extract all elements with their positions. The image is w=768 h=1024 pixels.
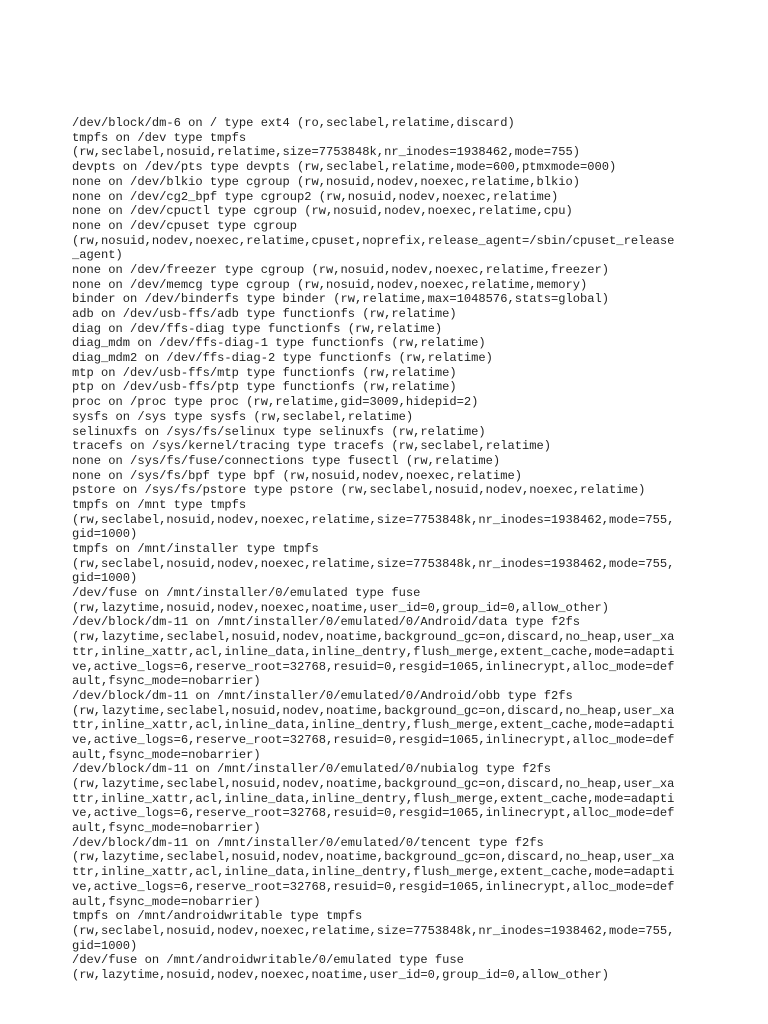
output-line: none on /sys/fs/fuse/connections type fusectl (rw,relatime) (72, 453, 501, 468)
output-line: ve,active_logs=6,reserve_root=32768,resuid=0,resgid=1065,inlinecrypt,alloc_mode=def (72, 732, 675, 747)
output-line: ttr,inline_xattr,acl,inline_data,inline_dentry,flush_merge,extent_cache,mode=adapti (72, 718, 675, 733)
output-line: _agent) (72, 248, 123, 263)
output-line: none on /sys/fs/bpf type bpf (rw,nosuid,nodev,noexec,relatime) (72, 468, 522, 483)
output-line: none on /dev/memcg type cgroup (rw,nosuid,nodev,noexec,relatime,memory) (72, 277, 588, 292)
output-line: (rw,seclabel,nosuid,nodev,noexec,relatime,size=7753848k,nr_inodes=1938462,mode=755, (72, 556, 675, 571)
output-line: ve,active_logs=6,reserve_root=32768,resuid=0,resgid=1065,inlinecrypt,alloc_mode=def (72, 806, 675, 821)
output-line: ault,fsync_mode=nobarrier) (72, 747, 261, 762)
output-line: tracefs on /sys/kernel/tracing type tracefs (rw,seclabel,relatime) (72, 439, 551, 454)
output-line: ault,fsync_mode=nobarrier) (72, 894, 261, 909)
output-line: selinuxfs on /sys/fs/selinux type selinuxfs (rw,relatime) (72, 424, 486, 439)
output-line: proc on /proc type proc (rw,relatime,gid=3009,hidepid=2) (72, 395, 479, 410)
output-line: ttr,inline_xattr,acl,inline_data,inline_dentry,flush_merge,extent_cache,mode=adapti (72, 791, 675, 806)
output-line: mtp on /dev/usb-ffs/mtp type functionfs (rw,relatime) (72, 365, 457, 380)
output-line: none on /dev/blkio type cgroup (rw,nosuid,nodev,noexec,relatime,blkio) (72, 174, 581, 189)
output-line: (rw,lazytime,seclabel,nosuid,nodev,noatime,background_gc=on,discard,no_heap,user_xa (72, 703, 675, 718)
output-line: /dev/block/dm-6 on / type ext4 (ro,seclabel,relatime,discard) (72, 116, 515, 131)
output-line: ault,fsync_mode=nobarrier) (72, 821, 261, 836)
output-line: tmpfs on /mnt type tmpfs (72, 497, 247, 512)
output-line: none on /dev/cpuset type cgroup (72, 218, 297, 233)
output-line: (rw,lazytime,nosuid,nodev,noexec,noatime,user_id=0,group_id=0,allow_other) (72, 600, 610, 615)
output-line: pstore on /sys/fs/pstore type pstore (rw,seclabel,nosuid,nodev,noexec,relatime) (72, 483, 646, 498)
output-line: ttr,inline_xattr,acl,inline_data,inline_dentry,flush_merge,extent_cache,mode=adapti (72, 644, 675, 659)
output-line: (rw,seclabel,nosuid,nodev,noexec,relatime,size=7753848k,nr_inodes=1938462,mode=755, (72, 512, 675, 527)
output-line: (rw,lazytime,seclabel,nosuid,nodev,noatime,background_gc=on,discard,no_heap,user_xa (72, 630, 675, 645)
output-line: (rw,lazytime,nosuid,nodev,noexec,noatime,user_id=0,group_id=0,allow_other) (72, 967, 610, 982)
output-line: (rw,nosuid,nodev,noexec,relatime,cpuset,noprefix,release_agent=/sbin/cpuset_release (72, 233, 675, 248)
output-line: ptp on /dev/usb-ffs/ptp type functionfs (rw,relatime) (72, 380, 457, 395)
output-line: sysfs on /sys type sysfs (rw,seclabel,relatime) (72, 409, 414, 424)
output-line: (rw,seclabel,nosuid,relatime,size=7753848k,nr_inodes=1938462,mode=755) (72, 145, 581, 160)
output-line: gid=1000) (72, 527, 138, 542)
output-line: /dev/block/dm-11 on /mnt/installer/0/emulated/0/Android/data type f2fs (72, 615, 581, 630)
output-line: /dev/block/dm-11 on /mnt/installer/0/emulated/0/Android/obb type f2fs (72, 688, 573, 703)
output-line: ttr,inline_xattr,acl,inline_data,inline_dentry,flush_merge,extent_cache,mode=adapti (72, 865, 675, 880)
output-line: none on /dev/cpuctl type cgroup (rw,nosuid,nodev,noexec,relatime,cpu) (72, 204, 573, 219)
output-line: gid=1000) (72, 938, 138, 953)
output-line: /dev/fuse on /mnt/androidwritable/0/emulated type fuse (72, 953, 464, 968)
output-line: tmpfs on /dev type tmpfs (72, 130, 247, 145)
output-line: /dev/fuse on /mnt/installer/0/emulated type fuse (72, 586, 421, 601)
output-line: gid=1000) (72, 571, 138, 586)
output-line: (rw,lazytime,seclabel,nosuid,nodev,noatime,background_gc=on,discard,no_heap,user_xa (72, 777, 675, 792)
output-line: ve,active_logs=6,reserve_root=32768,resuid=0,resgid=1065,inlinecrypt,alloc_mode=def (72, 659, 675, 674)
output-line: diag_mdm on /dev/ffs-diag-1 type functionfs (rw,relatime) (72, 336, 486, 351)
output-line: (rw,seclabel,nosuid,nodev,noexec,relatime,size=7753848k,nr_inodes=1938462,mode=755, (72, 923, 675, 938)
output-line: diag on /dev/ffs-diag type functionfs (rw,relatime) (72, 321, 443, 336)
output-line: diag_mdm2 on /dev/ffs-diag-2 type functionfs (rw,relatime) (72, 351, 493, 366)
output-line: devpts on /dev/pts type devpts (rw,seclabel,relatime,mode=600,ptmxmode=000) (72, 160, 617, 175)
output-line: adb on /dev/usb-ffs/adb type functionfs (rw,relatime) (72, 307, 457, 322)
mount-output-text (72, 72, 702, 983)
output-line: ault,fsync_mode=nobarrier) (72, 674, 261, 689)
output-line: /dev/block/dm-11 on /mnt/installer/0/emulated/0/tencent type f2fs (72, 835, 544, 850)
output-line: none on /dev/cg2_bpf type cgroup2 (rw,nosuid,nodev,noexec,relatime) (72, 189, 559, 204)
output-line: binder on /dev/binderfs type binder (rw,relatime,max=1048576,stats=global) (72, 292, 610, 307)
output-line: tmpfs on /mnt/installer type tmpfs (72, 542, 319, 557)
output-line: (rw,lazytime,seclabel,nosuid,nodev,noatime,background_gc=on,discard,no_heap,user_xa (72, 850, 675, 865)
output-line: ve,active_logs=6,reserve_root=32768,resuid=0,resgid=1065,inlinecrypt,alloc_mode=def (72, 879, 675, 894)
output-line: /dev/block/dm-11 on /mnt/installer/0/emulated/0/nubialog type f2fs (72, 762, 551, 777)
output-line: tmpfs on /mnt/androidwritable type tmpfs (72, 909, 363, 924)
output-line: none on /dev/freezer type cgroup (rw,nosuid,nodev,noexec,relatime,freezer) (72, 262, 610, 277)
